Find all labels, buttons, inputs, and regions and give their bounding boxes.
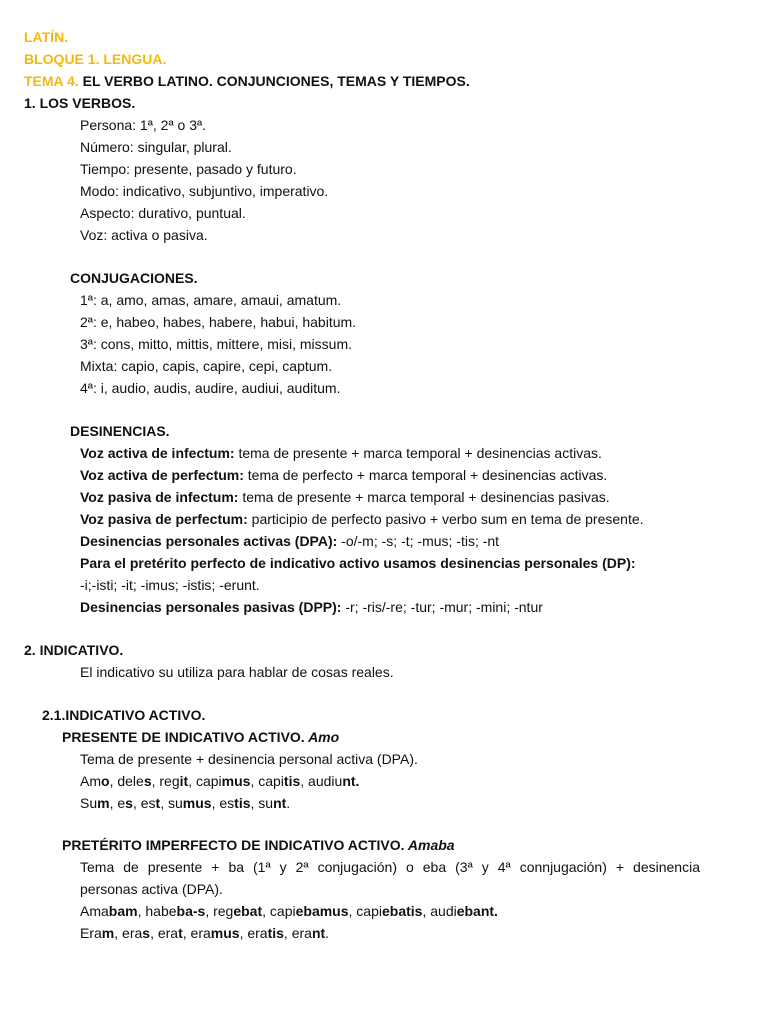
ending: m <box>97 795 110 811</box>
stem: , su <box>250 795 274 811</box>
desinencia-text: tema de presente + marca temporal + desinencias pasivas. <box>238 489 610 505</box>
desinencia-line <box>80 532 499 550</box>
ending: tis <box>283 773 301 789</box>
desinencia-line <box>80 598 543 616</box>
stem: , era <box>182 925 211 941</box>
tense-rule: Tema de presente + ba (1ª y 2ª conjugación) o eba (3ª y 4ª connjugación) + desinencia <box>80 859 700 875</box>
stem: , dele <box>109 773 144 789</box>
conjugation-line: 3ª: cons, mitto, mittis, mittere, misi, missum. <box>80 336 352 352</box>
ending: ebant. <box>456 903 498 919</box>
conjugation-line: Mixta: capio, capis, capire, cepi, captum. <box>80 358 333 374</box>
stem: , reg <box>205 903 234 919</box>
desinencia-text: tema de presente + marca temporal + desinencias activas. <box>234 445 602 461</box>
desinencia-text: -i;-isti; -it; -imus; -istis; -erunt. <box>80 577 260 593</box>
conjugation-line: 1ª: a, amo, amas, amare, amaui, amatum. <box>80 292 342 308</box>
subject-title: LATÍN. <box>24 29 69 45</box>
desinencia-label: Voz activa de infectum: <box>80 445 235 461</box>
ending: nt <box>311 925 326 941</box>
desinencia-line <box>80 466 607 484</box>
stem: Ama <box>80 903 109 919</box>
ending: t <box>155 795 161 811</box>
desinencia-line <box>80 488 610 506</box>
ending: t <box>178 925 183 941</box>
subsection-heading: 2.1.INDICATIVO ACTIVO. <box>42 707 206 723</box>
stem: , audi <box>422 903 457 919</box>
tense-example: Amaba <box>404 837 455 853</box>
tense-example: Amo <box>304 729 340 745</box>
example-line <box>80 902 498 920</box>
desinencia-label: Desinencias personales pasivas (DPP): <box>80 599 342 615</box>
section-heading-verbos: 1. LOS VERBOS. <box>24 95 136 111</box>
stem: Am <box>80 773 101 789</box>
ending: tis <box>234 795 251 811</box>
stem: , era <box>150 925 179 941</box>
desinencia-label: Voz pasiva de infectum: <box>80 489 239 505</box>
stem: . <box>286 795 291 811</box>
property-line: Tiempo: presente, pasado y futuro. <box>80 161 297 177</box>
ending: it <box>179 773 189 789</box>
property-line: Número: singular, plural. <box>80 139 232 155</box>
conjugaciones-heading: CONJUGACIONES. <box>70 270 198 286</box>
property-line: Voz: activa o pasiva. <box>80 227 208 243</box>
ending: m <box>101 925 115 941</box>
conjugation-line: 2ª: e, habeo, habes, habere, habui, habitum. <box>80 314 357 330</box>
stem: , era <box>283 925 312 941</box>
desinencia-line <box>80 510 644 528</box>
ending: nt <box>273 795 287 811</box>
desinencia-label: Voz activa de perfectum: <box>80 467 244 483</box>
property-line: Aspecto: durativo, puntual. <box>80 205 246 221</box>
ending: mus <box>210 925 240 941</box>
stem: Era <box>80 925 102 941</box>
topic-label: TEMA 4. <box>24 73 79 89</box>
stem: , era <box>239 925 268 941</box>
ending: ebat <box>233 903 263 919</box>
tense-rule: Tema de presente + desinencia personal activa (DPA). <box>80 751 418 767</box>
desinencia-text: participio de perfecto pasivo + verbo sum en tema de presente. <box>247 511 644 527</box>
stem: , es <box>132 795 156 811</box>
example-line <box>80 794 290 812</box>
stem: , su <box>160 795 183 811</box>
stem: , era <box>114 925 143 941</box>
desinencia-text: -o/-m; -s; -t; -mus; -tis; -nt <box>337 533 500 549</box>
ending: bam <box>108 903 138 919</box>
stem: , es <box>211 795 235 811</box>
property-line: Modo: indicativo, subjuntivo, imperativo. <box>80 183 329 199</box>
conjugation-line: 4ª: i, audio, audis, audire, audiui, auditum. <box>80 380 341 396</box>
ending: o <box>101 773 110 789</box>
example-line <box>80 772 359 790</box>
desinencias-heading: DESINENCIAS. <box>70 423 170 439</box>
ending: s <box>143 773 152 789</box>
desinencia-label: Desinencias personales activas (DPA): <box>80 533 338 549</box>
stem: , capi <box>262 903 296 919</box>
ending: tis <box>267 925 284 941</box>
ending: s <box>142 925 151 941</box>
imperfecto-heading <box>62 836 455 854</box>
presente-heading <box>62 728 339 746</box>
ending: ba-s <box>176 903 206 919</box>
stem: , capi <box>250 773 284 789</box>
property-line: Persona: 1ª, 2ª o 3ª. <box>80 117 207 133</box>
intro-text: El indicativo su utiliza para hablar de cosas reales. <box>80 664 394 680</box>
stem: , capi <box>348 903 382 919</box>
ending: mus <box>221 773 251 789</box>
stem: , reg <box>151 773 180 789</box>
tense-rule: personas activa (DPA). <box>80 881 223 897</box>
ending: ebamus <box>295 903 349 919</box>
desinencia-text: -r; -ris/-re; -tur; -mur; -mini; -ntur <box>341 599 543 615</box>
desinencia-text: tema de perfecto + marca temporal + desinencias activas. <box>243 467 608 483</box>
tense-title: PRETÉRITO IMPERFECTO DE INDICATIVO ACTIVO. <box>62 837 405 853</box>
stem: , habe <box>137 903 177 919</box>
topic-title <box>24 72 470 90</box>
ending: s <box>125 795 133 811</box>
ending: ebatis <box>382 903 423 919</box>
example-line <box>80 924 329 942</box>
stem: Su <box>80 795 98 811</box>
ending: nt. <box>342 773 360 789</box>
stem: , e <box>109 795 126 811</box>
desinencia-label: Para el pretérito perfecto de indicativo activo usamos desinencias personales (DP): <box>80 555 636 571</box>
tense-title: PRESENTE DE INDICATIVO ACTIVO. <box>62 729 305 745</box>
stem: , capi <box>188 773 222 789</box>
desinencia-label: Voz pasiva de perfectum: <box>80 511 248 527</box>
stem: . <box>325 925 330 941</box>
desinencia-line <box>80 444 602 462</box>
topic-heading: EL VERBO LATINO. CONJUNCIONES, TEMAS Y TIEMPOS. <box>78 73 470 89</box>
stem: , audiu <box>300 773 343 789</box>
ending: mus <box>182 795 212 811</box>
block-title: BLOQUE 1. LENGUA. <box>24 51 167 67</box>
section-heading-indicativo: 2. INDICATIVO. <box>24 642 124 658</box>
